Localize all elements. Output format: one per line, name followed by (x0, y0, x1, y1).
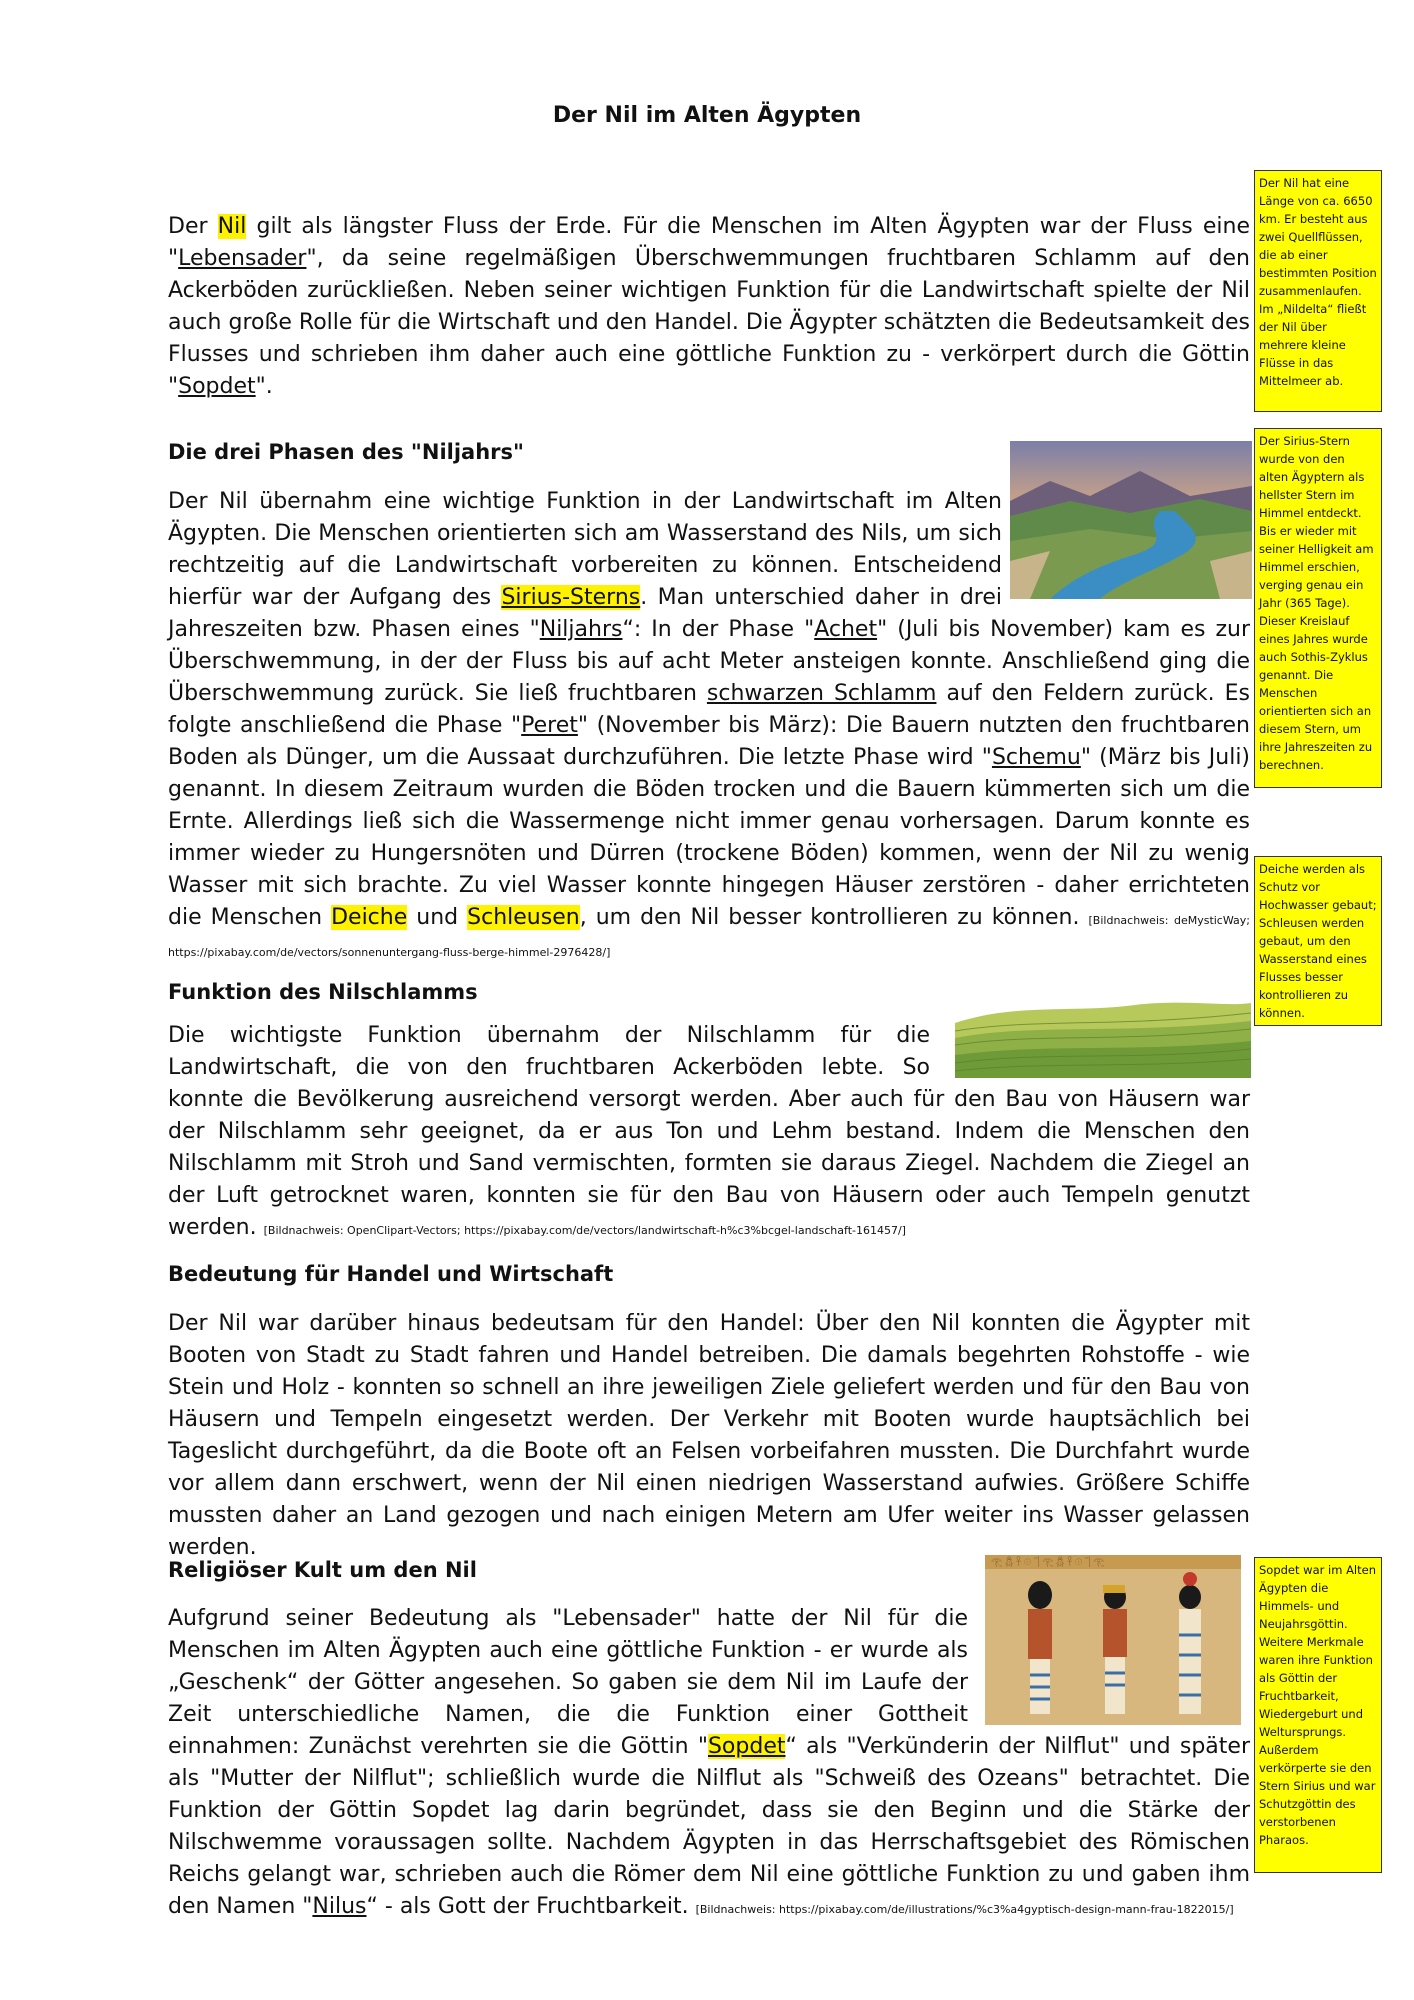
link-sopdet[interactable]: Sopdet (178, 374, 256, 399)
image-credit: [Bildnachweis: OpenClipart-Vectors; https://pixabay.com/de/vectors/landwirtschaft-h%c3%bcgel-landschaft-161457/] (263, 1224, 906, 1237)
link-lebensader[interactable]: Lebensader (178, 246, 307, 271)
highlight-schleusen: Schleusen (467, 905, 580, 930)
image-spacer (930, 1020, 1250, 1080)
image-spacer (968, 1603, 1250, 1728)
link-nilus[interactable]: Nilus (312, 1894, 367, 1919)
image-credit: [Bildnachweis: deMysticWay; https://pixabay.com/de/vectors/sonnenuntergang-fluss-berge-himmel-2976428/] (168, 914, 1250, 959)
heading-phasen: Die drei Phasen des "Niljahrs" (168, 440, 524, 464)
link-schemu[interactable]: Schemu (991, 745, 1081, 770)
heading-kult: Religiöser Kult um den Nil (168, 1558, 477, 1582)
heading-handel: Bedeutung für Handel und Wirtschaft (168, 1262, 614, 1286)
link-sopdet-kult[interactable]: Sopdet (707, 1734, 786, 1759)
highlight-deiche: Deiche (331, 905, 408, 930)
image-credit: [Bildnachweis: https://pixabay.com/de/illustrations/%c3%a4gyptisch-design-mann-frau-1822015/] (695, 1903, 1234, 1916)
phasen-paragraph: Der Nil übernahm eine wichtige Funktion in der Landwirtschaft im Alten Ägypten. Die Menschen orientierten sich am Wasserstand des Nils, um sich rechtzeitig auf die Landwirtschaft vorbereiten zu können. Entscheidend hierfür war der Aufgang des Sirius-Sterns. Man unterschied daher in drei Jahreszeiten bzw. Phasen eines "Niljahrs“: In der Phase "Achet" (Juli bis November) kam es zur Überschwemmung, in der der Fluss bis auf acht Meter ansteigen konnte. Anschließend ging die Überschwemmung zurück. Sie ließ fruchtbaren schwarzen Schlamm auf den Feldern zurück. Es folgte anschließend die Phase "Peret" (November bis März): Die Bauern nutzten den fruchtbaren Boden als Dünger, um die Aussaat durchzuführen. Die letzte Phase wird "Schemu" (März bis Juli) genannt. In diesem Zeitraum wurden die Böden trocken und die Bauern kümmerten sich um die Ernte. Allerdings ließ sich die Wassermenge nicht immer genau vorhersagen. Darum konnte es immer wieder zu Hungersnöten und Dürren (trockene Böden) kommen, wenn der Nil zu wenig Wasser mit sich brachte. Zu viel Wasser konnte hingegen Häuser zerstören - daher errichteten die Menschen Deiche und Schleusen, um den Nil besser kontrollieren zu können. [Bildnachweis: deMysticWay; https://pixabay.com/de/vectors/sonnenuntergang-fluss-berge-himmel-2976428/] (168, 486, 1250, 966)
link-peret[interactable]: Peret (521, 713, 578, 738)
note-sopdet: Sopdet war im Alten Ägypten die Himmels- und Neujahrsgöttin. Weitere Merkmale waren ihre Funktion als Göttin der Fruchtbarkeit, Wiedergeburt und Weltursprungs. Außerdem verkörperte sie den Stern Sirius und war Schutzgöttin des verstorbenen Pharaos. (1254, 1557, 1382, 1873)
image-spacer (1002, 486, 1250, 604)
link-niljahrs[interactable]: Niljahrs (539, 617, 623, 642)
page-title: Der Nil im Alten Ägypten (552, 103, 862, 128)
nilschlamm-paragraph: Die wichtigste Funktion übernahm der Nilschlamm für die Landwirtschaft, die von den fruchtbaren Ackerböden lebte. So konnte die Bevölkerung ausreichend versorgt werden. Aber auch für den Bau von Häusern war der Nilschlamm sehr geeignet, da er aus Ton und Lehm bestand. Indem die Menschen den Nilschlamm mit Stroh und Sand vermischten, formten sie daraus Ziegel. Nachdem die Ziegel an der Luft getrocknet waren, konnten sie für den Bau von Häusern oder auch Tempeln genutzt werden. [Bildnachweis: OpenClipart-Vectors; https://pixabay.com/de/vectors/landwirtschaft-h%c3%bcgel-landschaft-161457/] (168, 1020, 1250, 1244)
note-nil: Der Nil hat eine Länge von ca. 6650 km. Er besteht aus zwei Quellflüssen, die ab einer bestimmten Position zusammenlaufen. Im „Nildelta“ fließt der Nil über mehrere kleine Flüsse in das Mittelmeer ab. (1254, 170, 1382, 412)
intro-paragraph: Der Nil gilt als längster Fluss der Erde. Für die Menschen im Alten Ägypten war der Fluss eine "Lebensader", da seine regelmäßigen Überschwemmungen fruchtbaren Schlamm auf den Ackerböden zurückließen. Neben seiner wichtigen Funktion für die Landwirtschaft spielte der Nil auch große Rolle für die Wirtschaft und den Handel. Die Ägypter schätzten die Bedeutsamkeit des Flusses und schrieben ihm daher auch eine göttliche Funktion zu - verkörpert durch die Göttin "Sopdet". (168, 214, 1250, 399)
highlight-nil: Nil (217, 214, 247, 239)
note-sirius: Der Sirius-Stern wurde von den alten Ägyptern als hellster Stern im Himmel entdeckt. Bis er wieder mit seiner Helligkeit am Himmel erschien, verging genau ein Jahr (365 Tage). Dieser Kreislauf eines Jahres wurde auch Sothis-Zyklus genannt. Die Menschen orientierten sich an diesem Stern, um ihre Jahreszeiten zu berechnen. (1254, 428, 1382, 788)
heading-nilschlamm: Funktion des Nilschlamms (168, 980, 478, 1004)
svg-text:𓂀 𓆣 𓋹 𓇳 𓊹 𓂀 𓆣 𓋹 𓇳 𓊹: 𓂀 𓆣 𓋹 𓇳 𓊹 𓂀 𓆣 𓋹 𓇳 𓊹 𓂀 (991, 1558, 1105, 1568)
kult-paragraph: Aufgrund seiner Bedeutung als "Lebensader" hatte der Nil für die Menschen im Alten Ägypten auch eine göttliche Funktion - er wurde als „Geschenk“ der Götter angesehen. So gaben sie dem Nil im Laufe der Zeit unterschiedliche Namen, die die Funktion einer Gottheit einnahmen: Zunächst verehrten sie die Göttin "Sopdet“ als "Verkünderin der Nilflut" und später als "Mutter der Nilflut"; schließlich wurde die Nilflut als "Schweiß des Ozeans" betrachtet. Die Funktion der Göttin Sopdet lag darin begründet, dass sie den Beginn und die Stärke der Nilschwemme voraussagen sollte. Nachdem Ägypten in das Herrschaftsgebiet des Römischen Reichs gelangt war, schrieben auch die Römer dem Nil eine göttliche Funktion zu und gaben ihm den Namen "Nilus“ - als Gott der Fruchtbarkeit. [Bildnachweis: https://pixabay.com/de/illustrations/%c3%a4gyptisch-design-mann-frau-1822015/] (168, 1603, 1250, 1923)
link-sirius-stern[interactable]: Sirius-Sterns (501, 585, 641, 610)
link-achet[interactable]: Achet (814, 617, 878, 642)
link-schwarzen-schlamm[interactable]: schwarzen Schlamm (706, 681, 937, 706)
note-deiche: Deiche werden als Schutz vor Hochwasser gebaut; Schleusen werden gebaut, um den Wasserstand eines Flusses besser kontrollieren zu können. (1254, 856, 1382, 1026)
handel-paragraph: Der Nil war darüber hinaus bedeutsam für den Handel: Über den Nil konnten die Ägypter mit Booten von Stadt zu Stadt fahren und Handel betreiben. Die damals begehrten Rohstoffe - wie Stein und Holz - konnten so schnell an ihre jeweiligen Ziele geliefert werden und für den Bau von Häusern und Tempeln eingesetzt werden. Der Verkehr mit Booten wurde hauptsächlich bei Tageslicht durchgeführt, da die Boote oft an Felsen vorbeifahren mussten. Die Durchfahrt wurde vor allem dann erschwert, wenn der Nil einen niedrigen Wasserstand aufwies. Größere Schiffe mussten daher an Land gezogen und nach einigen Metern am Ufer weiter ins Wasser gelassen werden. (168, 1311, 1250, 1560)
